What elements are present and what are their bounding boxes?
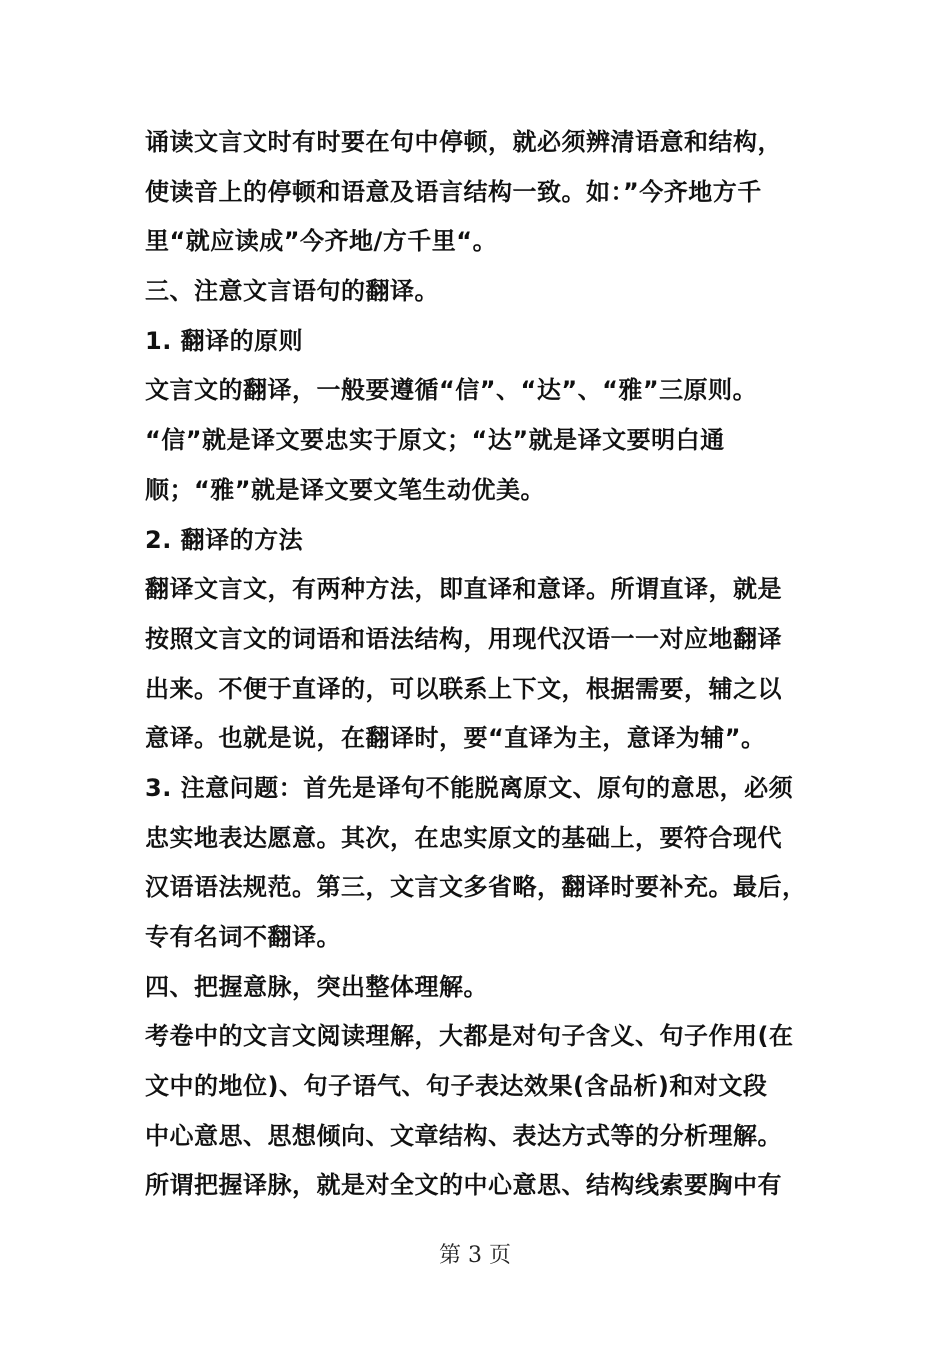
text-line: 里“就应读成”今齐地/方千里“。 (145, 227, 498, 256)
subsection-heading: 1. 翻译的原则 (145, 326, 304, 355)
text-line: 汉语语法规范。第三，文言文多省略，翻译时要补充。最后， (145, 873, 807, 902)
body-text (145, 118, 815, 1211)
text-line: 文中的地位)、句子语气、句子表达效果(含品析)和对文段 (145, 1072, 768, 1101)
text-line: 意译。也就是说，在翻译时，要“直译为主，意译为辅”。 (145, 724, 766, 753)
text-line: 3. 注意问题：首先是译句不能脱离原文、原句的意思，必须 (145, 773, 794, 802)
text-line: 顺；“雅”就是译文要文笔生动优美。 (145, 475, 546, 504)
text-line: 出来。不便于直译的，可以联系上下文，根据需要，辅之以 (145, 674, 782, 703)
text-line: 忠实地表达愿意。其次，在忠实原文的基础上，要符合现代 (145, 823, 782, 852)
text-line: 文言文的翻译，一般要遵循“信”、“达”、“雅”三原则。 (145, 376, 758, 405)
text-line: 中心意思、思想倾向、文章结构、表达方式等的分析理解。 (145, 1121, 782, 1150)
section-heading: 四、把握意脉，突出整体理解。 (145, 972, 488, 1001)
subsection-heading: 2. 翻译的方法 (145, 525, 304, 554)
text-line: 所谓把握译脉，就是对全文的中心意思、结构线索要胸中有 (145, 1171, 782, 1200)
text-line: 诵读文言文时有时要在句中停顿，就必须辨清语意和结构， (145, 128, 782, 156)
text-line: 考卷中的文言文阅读理解，大都是对句子含义、句子作用(在 (145, 1022, 794, 1051)
section-heading: 三、注意文言语句的翻译。 (145, 277, 439, 306)
text-line: 翻译文言文，有两种方法，即直译和意译。所谓直译，就是 (145, 575, 782, 604)
text-line: “信”就是译文要忠实于原文；“达”就是译文要明白通 (145, 426, 725, 455)
text-line: 专有名词不翻译。 (145, 923, 341, 951)
page-number: 第 3 页 (439, 1243, 511, 1268)
text-line: 使读音上的停顿和语意及语言结构一致。如：”今齐地方千 (145, 177, 762, 206)
text-line: 按照文言文的词语和语法结构，用现代汉语一一对应地翻译 (145, 624, 782, 653)
